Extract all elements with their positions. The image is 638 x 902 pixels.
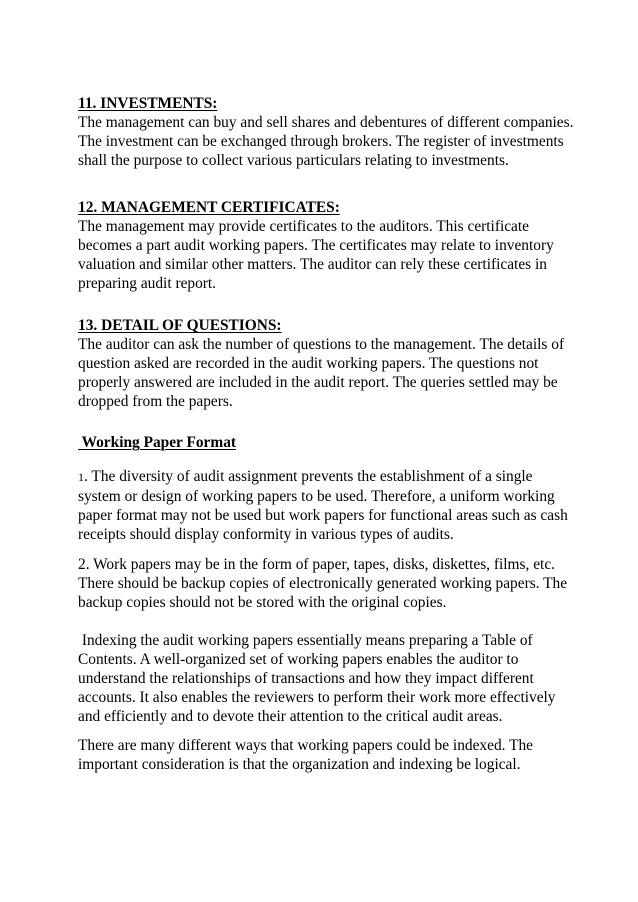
section-heading: 13. DETAIL OF QUESTIONS:	[78, 317, 282, 334]
paragraph-line: system or design of working papers to be used. Therefore, a uniform working	[78, 488, 555, 505]
paragraph-line: understand the relationships of transactions and how they impact different	[78, 670, 534, 687]
paragraph-line: and efficiently and to devote their attention to the critical audit areas.	[78, 708, 503, 725]
paragraph-line: Indexing the audit working papers essentially means preparing a Table of	[78, 632, 533, 649]
paragraph-line	[78, 467, 578, 487]
section-detail-of-questions	[78, 316, 578, 411]
paragraph-line: Contents. A well-organized set of working papers enables the auditor to	[78, 651, 519, 668]
section-working-paper-format	[78, 433, 578, 452]
section-line: dropped from the papers.	[78, 393, 233, 410]
section-line: question asked are recorded in the audit working papers. The questions not	[78, 355, 539, 372]
section-heading: 11. INVESTMENTS:	[78, 95, 218, 112]
section-line: properly answered are included in the audit report. The queries settled may be	[78, 374, 558, 391]
paragraph-line: receipts should display conformity in various types of audits.	[78, 526, 454, 543]
section-line: The management can buy and sell shares and debentures of different companies.	[78, 114, 574, 131]
paragraph-line: accounts. It also enables the reviewers to perform their work more effectively	[78, 689, 556, 706]
section-line: valuation and similar other matters. The auditor can rely these certificates in	[78, 256, 547, 273]
section-line: The investment can be exchanged through brokers. The register of investments	[78, 133, 564, 150]
paragraph-line: backup copies should not be stored with the original copies.	[78, 594, 447, 611]
section-investments	[78, 94, 578, 170]
paragraph-2	[78, 555, 578, 612]
paragraph-number: 1	[78, 470, 84, 484]
paragraph-line: important consideration is that the organization and indexing be logical.	[78, 756, 521, 773]
paragraph-line: 2. Work papers may be in the form of paper, tapes, disks, diskettes, films, etc.	[78, 556, 555, 573]
section-line: The management may provide certificates to the auditors. This certificate	[78, 218, 529, 235]
section-heading: Working Paper Format	[78, 434, 237, 451]
section-heading: 12. MANAGEMENT CERTIFICATES:	[78, 199, 340, 216]
paragraph-4	[78, 736, 578, 774]
section-line: The auditor can ask the number of questions to the management. The details of	[78, 336, 565, 353]
paragraph-line: paper format may not be used but work papers for functional areas such as cash	[78, 507, 568, 524]
paragraph-line-text: . The diversity of audit assignment prevents the establishment of a single	[84, 468, 533, 485]
section-line: shall the purpose to collect various particulars relating to investments.	[78, 152, 509, 169]
paragraph-line: There should be backup copies of electronically generated working papers. The	[78, 575, 568, 592]
section-management-certificates	[78, 198, 578, 293]
section-line: becomes a part audit working papers. The certificates may relate to inventory	[78, 237, 554, 254]
paragraph-1	[78, 467, 578, 544]
paragraph-3	[78, 631, 578, 726]
section-line: preparing audit report.	[78, 275, 217, 292]
paragraph-line: There are many different ways that working papers could be indexed. The	[78, 737, 534, 754]
